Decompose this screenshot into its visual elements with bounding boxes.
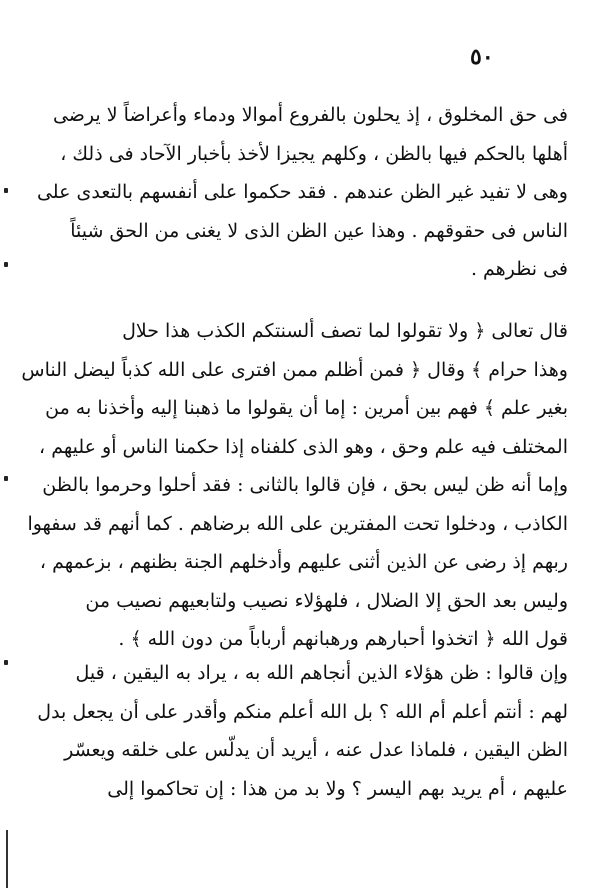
- text-line: الظن اليقين ، فلماذا عدل عنه ، أيريد أن يدلّس على خلقه ويعسّر: [64, 739, 568, 761]
- text-line: الكاذب ، ودخلوا تحت المفترين على الله برضاهم . كما أنهم قد سفهوا: [27, 512, 568, 535]
- scan-mark: [4, 188, 8, 193]
- text-line: قول الله ﴿ اتخذوا أحبارهم ورهبانهم أرباباً من دون الله ﴾ .: [118, 628, 568, 650]
- scan-mark: [4, 262, 8, 267]
- scan-mark: [4, 476, 8, 481]
- text-line: فى نظرهم .: [470, 258, 568, 280]
- paragraph-3: [37, 654, 568, 808]
- text-line: قال تعالى ﴿ ولا تقولوا لما تصف ألسنتكم الكذب هذا حلال: [122, 320, 568, 342]
- scan-mark: [4, 660, 8, 665]
- text-line: وهذا حرام ﴾ وقال ﴿ فمن أظلم ممن افترى على الله كذباً ليضل الناس: [21, 358, 568, 381]
- text-line: بغير علم ﴾ فهم بين أمرين : إما أن يقولوا ما ذهبنا إليه وأخذنا به من: [45, 397, 568, 419]
- paragraph-1: [36, 96, 568, 289]
- text-line: الناس فى حقوقهم . وهذا عين الظن الذى لا يغنى من الحق شيئاً: [70, 219, 568, 242]
- paragraph-2: [21, 312, 568, 659]
- text-line: المختلف فيه علم وحق ، وهو الذى كلفناه إذا حكمنا الناس أو عليهم ،: [39, 435, 568, 458]
- text-line: ربهم إذ رضى عن الذين أثنى عليهم وأدخلهم الجنة بظنهم ، بزعمهم ،: [39, 551, 568, 573]
- text-line: وإما أنه ظن ليس بحق ، فإن قالوا بالثانى : فقد أحلوا وحرموا بالظن: [42, 474, 568, 496]
- text-line: فى حق المخلوق ، إذ يحلون بالفروع أموالا ودماء وأعراضاً لا يرضى: [52, 104, 568, 126]
- text-line: وليس بعد الحق إلا الضلال ، فلهؤلاء نصيب ولتابعيهم نصيب من: [85, 589, 568, 612]
- text-line: عليهم ، أم يريد بهم اليسر ؟ ولا بد من هذا : إن تحاكموا إلى: [107, 777, 568, 800]
- text-line: وهى لا تفيد غير الظن عندهم . فقد حكموا على أنفسهم بالتعدى على: [36, 181, 568, 203]
- text-line: لهم : أنتم أعلم أم الله ؟ بل الله أعلم منكم وأقدر على أن يجعل بدل: [37, 700, 568, 723]
- page-number: ٥٠: [470, 44, 494, 70]
- text-line: وإن قالوا : ظن هؤلاء الذين أنجاهم الله به ، يراد به اليقين ، قيل: [75, 662, 568, 684]
- scan-edge-line: [6, 830, 8, 888]
- text-line: أهلها بالحكم فيها بالظن ، وكلهم يجيزا لأخذ بأخبار الآحاد فى ذلك ،: [60, 142, 568, 165]
